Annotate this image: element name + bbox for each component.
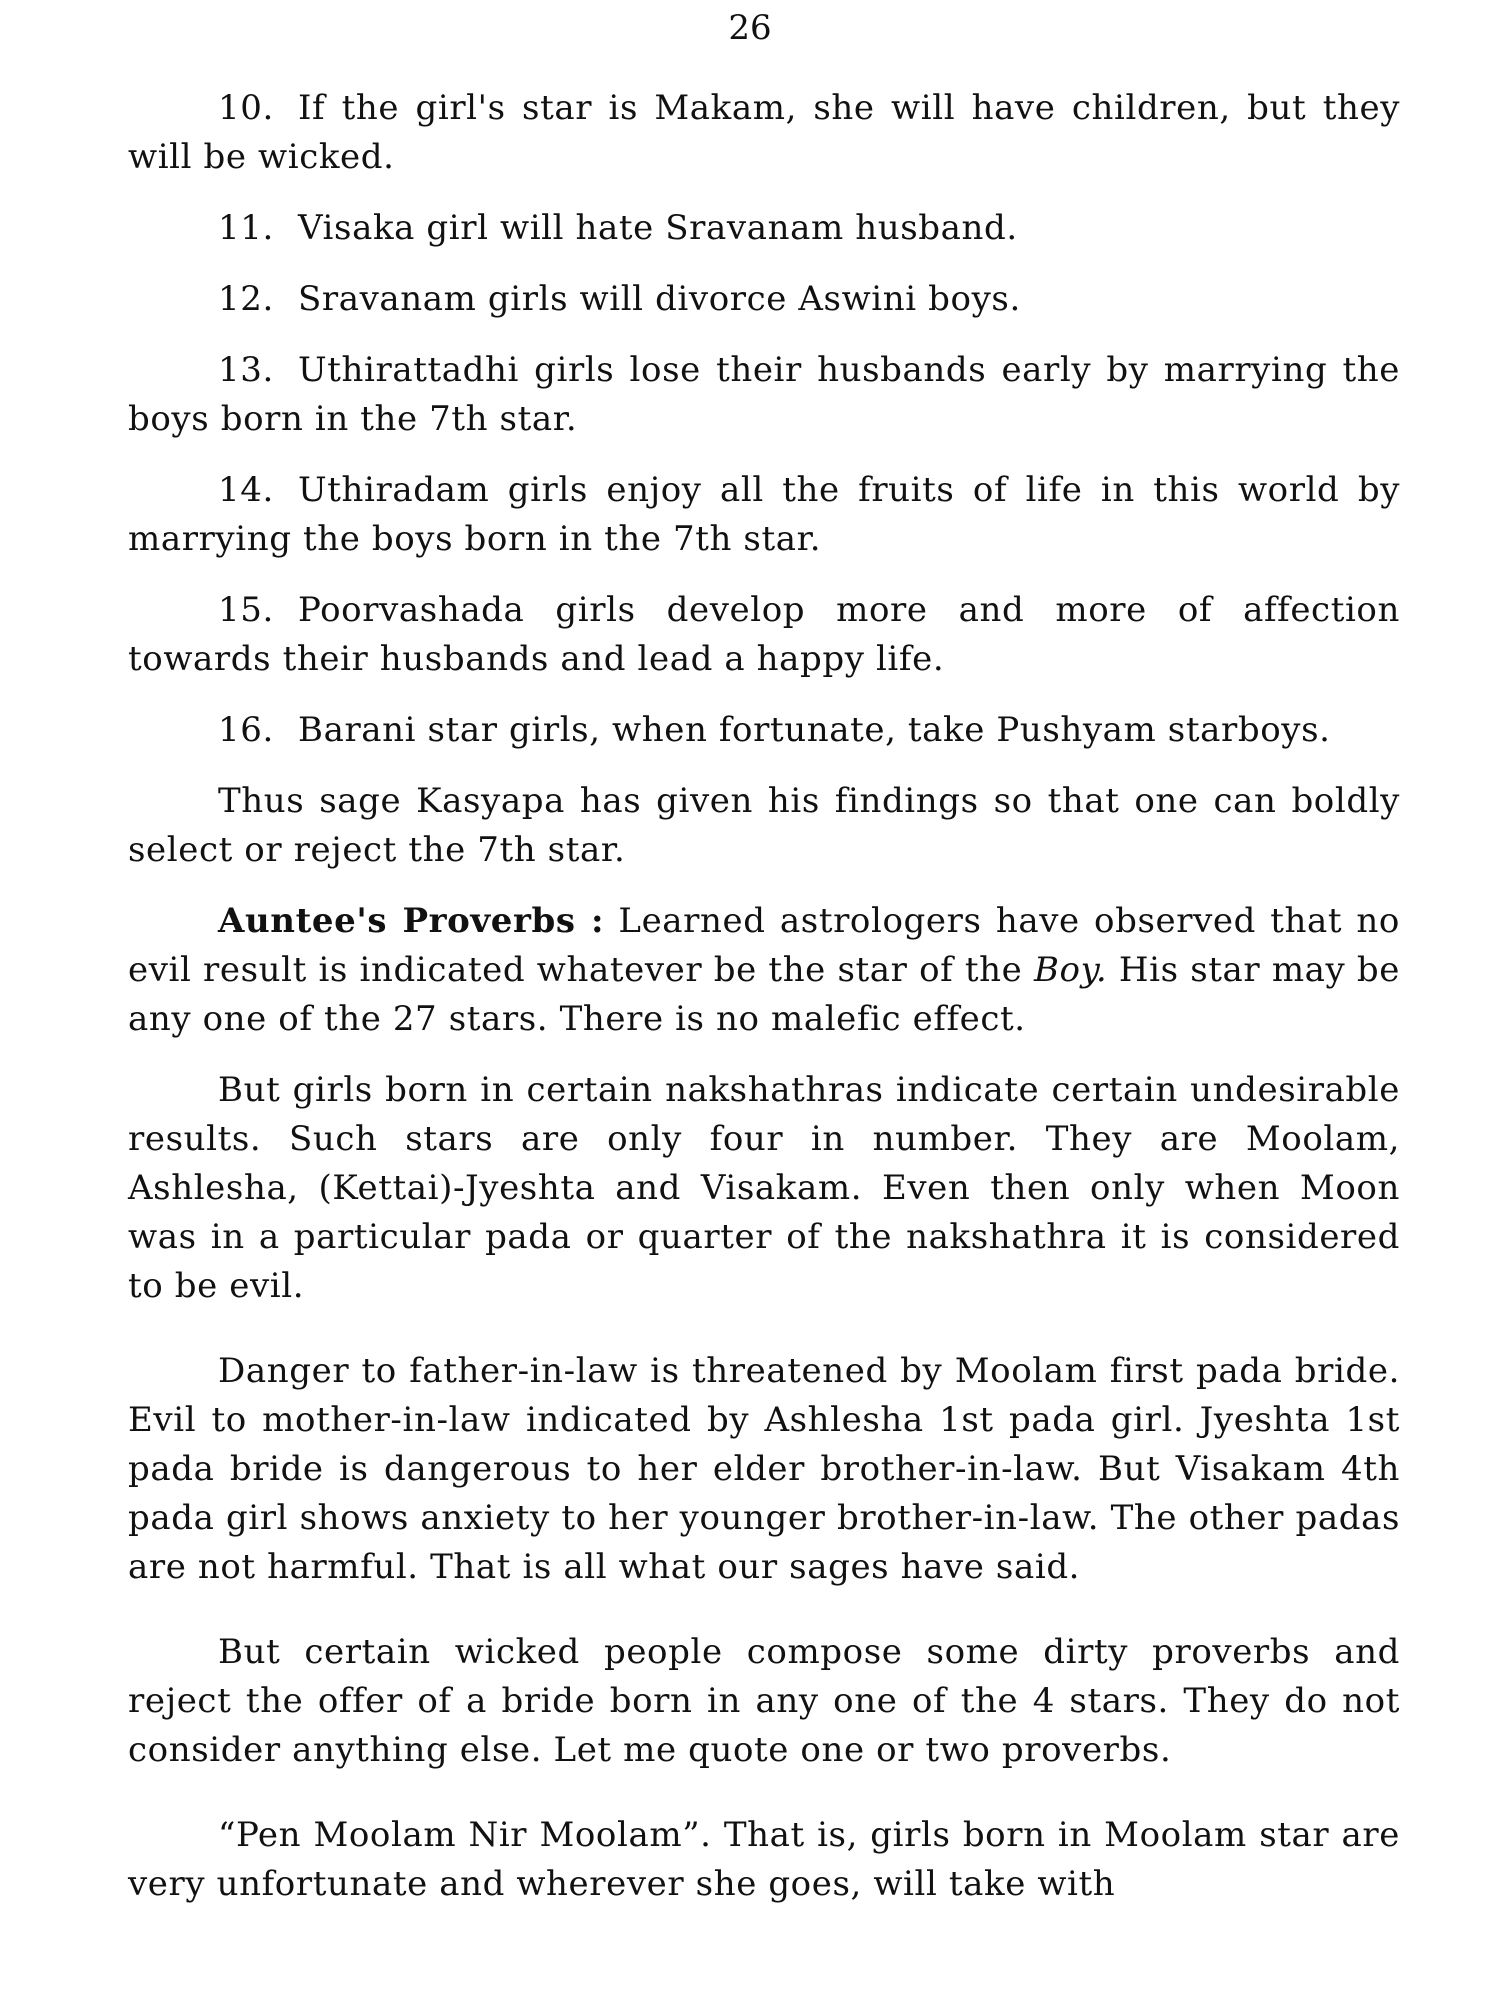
kasyapa-paragraph: Thus sage Kasyapa has given his findings so that one can boldly select or reject the 7th star. bbox=[128, 781, 1400, 870]
item-text: Visaka girl will hate Sravanam husband. bbox=[298, 208, 1018, 248]
item-number: 13. bbox=[218, 350, 274, 390]
item-number: 14. bbox=[218, 470, 274, 510]
item-number: 16. bbox=[218, 710, 274, 750]
numbered-item-12 bbox=[128, 275, 1400, 324]
page-number: 26 bbox=[728, 8, 772, 48]
item-text: If the girl's star is Makam, she will have children, but they will be wicked. bbox=[128, 88, 1400, 177]
numbered-item-10 bbox=[128, 84, 1400, 182]
proverb-quote: “Pen Moolam Nir Moolam”. bbox=[218, 1815, 712, 1855]
body-text bbox=[128, 84, 1400, 1931]
item-text: Barani star girls, when fortunate, take Pushyam starboys. bbox=[298, 710, 1331, 750]
item-number: 12. bbox=[218, 279, 274, 319]
paragraph-text: Learned astrologers have observed that no evil result is indicated whatever be the star of the bbox=[128, 901, 1400, 990]
paragraph-text: His star may be any one of the 27 stars. There is no malefic effect. bbox=[128, 950, 1400, 1039]
numbered-item-16 bbox=[128, 706, 1400, 755]
item-number: 10. bbox=[218, 88, 274, 128]
item-text: Uthiradam girls enjoy all the fruits of life in this world by marrying the boys born in the 7th star. bbox=[128, 470, 1400, 559]
numbered-item-15 bbox=[128, 586, 1400, 684]
section-label: Auntee's Proverbs : bbox=[218, 901, 605, 941]
numbered-item-14 bbox=[128, 466, 1400, 564]
item-text: Poorvashada girls develop more and more of affection towards their husbands and lead a happy life. bbox=[128, 590, 1400, 679]
auntee-proverbs-paragraph bbox=[128, 897, 1400, 1044]
emphasis-text: Boy. bbox=[1033, 950, 1108, 990]
danger-paragraph: Danger to father-in-law is threatened by Moolam first pada bride. Evil to mother-in-law indicated by Ashlesha 1st pada girl. Jyeshta 1st pada bride is dangerous to her elder brother-in-law. But Visakam 4th pada girl shows anxiety to her younger brother-in-law. The other padas are not harmful. That is all what our sages have said. bbox=[128, 1351, 1400, 1587]
item-number: 15. bbox=[218, 590, 274, 630]
item-text: Sravanam girls will divorce Aswini boys. bbox=[298, 279, 1021, 319]
pen-moolam-paragraph bbox=[128, 1811, 1400, 1909]
girls-nakshathras-paragraph: But girls born in certain nakshathras indicate certain undesirable results. Such stars are only four in number. They are Moolam, Ashlesha, (Kettai)-Jyeshta and Visakam. Even then only when Moon was in a particular pada or quarter of the nakshathra it is considered to be evil. bbox=[128, 1070, 1400, 1306]
numbered-item-11 bbox=[128, 204, 1400, 253]
paragraph-text: That is, girls born in Moolam star are very unfortunate and wherever she goes, will take with bbox=[128, 1815, 1400, 1904]
wicked-people-paragraph: But certain wicked people compose some dirty proverbs and reject the offer of a bride born in any one of the 4 stars. They do not consider anything else. Let me quote one or two proverbs. bbox=[128, 1632, 1400, 1770]
item-text: Uthirattadhi girls lose their husbands early by marrying the boys born in the 7th star. bbox=[128, 350, 1400, 439]
numbered-item-13 bbox=[128, 346, 1400, 444]
item-number: 11. bbox=[218, 208, 274, 248]
